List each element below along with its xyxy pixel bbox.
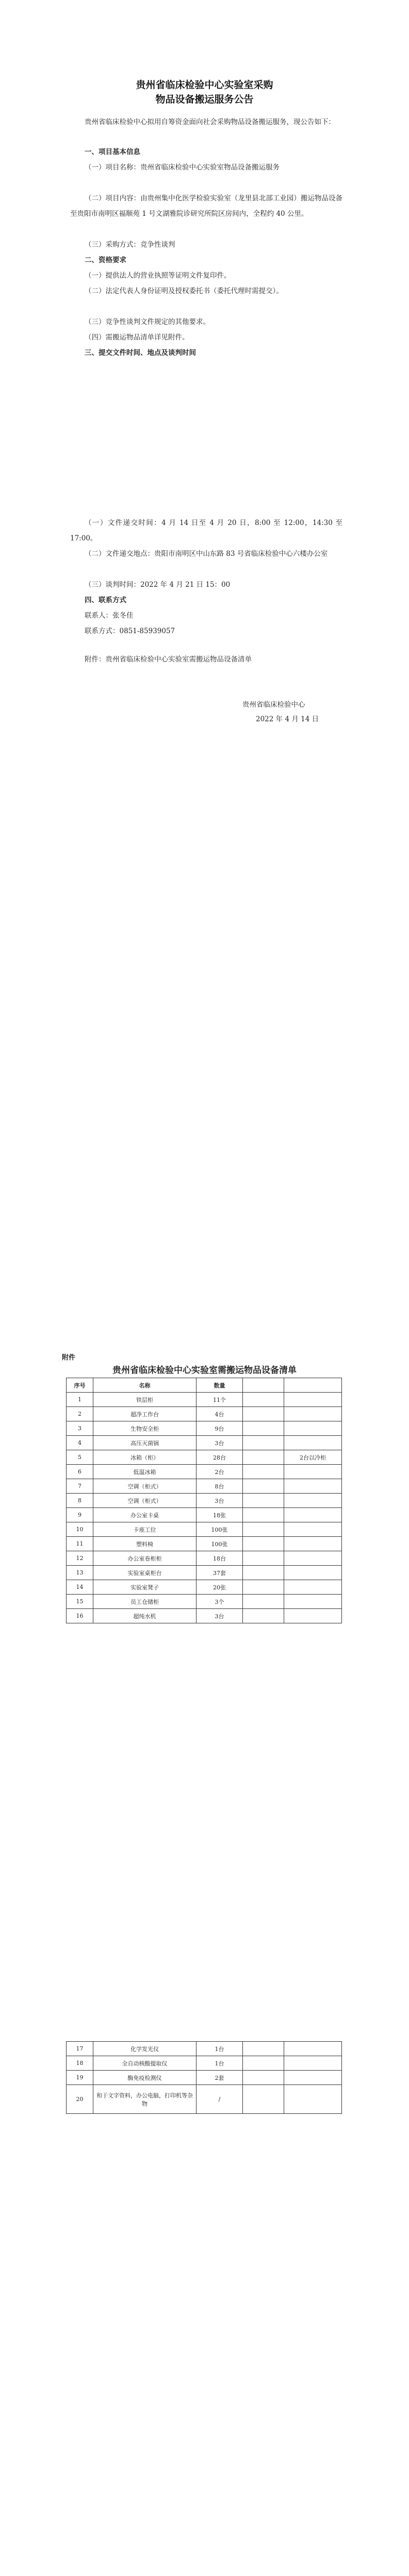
equipment-table-continued — [66, 2041, 342, 2114]
table-cell: 2 — [67, 1407, 93, 1421]
table-cell: 2台 — [197, 1465, 243, 1479]
item-project-content: （二）项目内容：由贵州集中化医学检验实验室（龙里县北部工业园）搬运物品设备至贵阳市南明区福顺苑 1 号文湖雅院诊研究所院区房间内，全程约 40 公里。 — [70, 194, 342, 218]
table-cell: 塑料椅 — [93, 1537, 197, 1551]
table-cell: 化学发光仪 — [93, 2042, 197, 2056]
table-row — [67, 1421, 342, 1436]
table-cell — [284, 2042, 342, 2056]
attachment-title: 贵州省临床检验中心实验室需搬运物品设备清单 — [112, 1365, 297, 1376]
table-cell: 17 — [67, 2042, 93, 2056]
table-cell: / — [197, 2085, 243, 2114]
table-cell: 高压灭菌锅 — [93, 1436, 197, 1450]
table-cell: 冰箱（柜） — [93, 1450, 197, 1465]
contact-phone: 联系方式：0851-85939057 — [85, 627, 175, 635]
table-cell: 办公室卷柜柜 — [93, 1551, 197, 1566]
table-row — [67, 1566, 342, 1580]
table-cell — [243, 1436, 284, 1450]
item-project-name: （一）项目名称：贵州省临床检验中心实验室物品设备搬运服务 — [85, 163, 280, 172]
table-cell — [243, 2042, 284, 2056]
table-cell — [284, 1566, 342, 1580]
table-cell: 实验室凳子 — [93, 1580, 197, 1595]
table-cell: 10 — [67, 1522, 93, 1537]
table-row — [67, 1522, 342, 1537]
table-cell — [243, 2085, 284, 2114]
table-cell: 3台 — [197, 1436, 243, 1450]
table-row — [67, 1580, 342, 1595]
table-cell — [284, 1522, 342, 1537]
intro-paragraph: 贵州省临床检验中心拟用自筹资金面向社会采购物品设备搬运服务，现公告如下： — [85, 118, 335, 126]
table-cell: 12 — [67, 1551, 93, 1566]
table-row — [67, 1494, 342, 1508]
table-cell: 1台 — [197, 2042, 243, 2056]
table-row — [67, 1551, 342, 1566]
table-cell — [284, 1551, 342, 1566]
section-heading-contact: 四、联系方式 — [85, 596, 126, 604]
table-cell: 超纯水机 — [93, 1609, 197, 1623]
table-cell: 20 — [67, 2085, 93, 2114]
table-cell: 空调（柜式） — [93, 1494, 197, 1508]
table-cell — [243, 1407, 284, 1421]
table-row — [67, 1595, 342, 1609]
table-cell — [243, 1580, 284, 1595]
table-cell — [243, 1494, 284, 1508]
table-cell — [284, 1609, 342, 1623]
section-heading-basic-info: 一、项目基本信息 — [85, 148, 140, 156]
table-cell: 18台 — [197, 1551, 243, 1566]
attachment-label: 附件 — [62, 1354, 76, 1362]
section-heading-qualification: 二、资格要求 — [85, 256, 126, 264]
section-heading-submission: 三、提交文件时间、地点及谈判时间 — [85, 349, 196, 357]
table-cell: 100张 — [197, 1537, 243, 1551]
table-cell: 16 — [67, 1609, 93, 1623]
table-row — [67, 1609, 342, 1623]
table-cell: 4台 — [197, 1407, 243, 1421]
table-cell: 20张 — [197, 1580, 243, 1595]
table-cell — [243, 1508, 284, 1522]
table-cell — [243, 1537, 284, 1551]
signature-organization: 贵州省临床检验中心 — [242, 701, 305, 709]
table-cell — [243, 1421, 284, 1436]
table-cell: 8台 — [197, 1479, 243, 1494]
table-cell — [243, 1609, 284, 1623]
header-cell: 序号 — [67, 1378, 93, 1393]
table-cell — [284, 1479, 342, 1494]
table-header-row — [67, 1378, 342, 1393]
table-cell — [284, 1508, 342, 1522]
requirement-4: （四）需搬运物品清单详见附件。 — [85, 333, 189, 342]
requirement-3: （三）竞争性谈判文件规定的其他要求。 — [85, 318, 210, 326]
table-cell: 实验室桌柜台 — [93, 1566, 197, 1580]
table-cell: 员工仓储柜 — [93, 1595, 197, 1609]
table-cell — [243, 1465, 284, 1479]
table-cell — [284, 1494, 342, 1508]
table-row — [67, 1436, 342, 1450]
table-cell: 37套 — [197, 1566, 243, 1580]
table-cell: 6 — [67, 1465, 93, 1479]
attachment-note: 附件：贵州省临床检验中心实验室需搬运物品设备清单 — [85, 655, 252, 664]
table-cell: 全自动核酸提取仪 — [93, 2056, 197, 2071]
table-cell: 办公室卡桌 — [93, 1508, 197, 1522]
table-row — [67, 1537, 342, 1551]
table-cell: 生物安全柜 — [93, 1421, 197, 1436]
table-cell: 8 — [67, 1494, 93, 1508]
table-cell: 低温冰箱 — [93, 1465, 197, 1479]
table-row — [67, 1407, 342, 1421]
table-cell: 11个 — [197, 1393, 243, 1407]
table-cell: 18张 — [197, 1508, 243, 1522]
table-cell — [243, 2056, 284, 2071]
table-cell — [243, 1595, 284, 1609]
table-row — [67, 2056, 342, 2071]
table-cell — [243, 1393, 284, 1407]
table-cell: 3 — [67, 1421, 93, 1436]
table-cell — [284, 1393, 342, 1407]
table-cell — [284, 2085, 342, 2114]
table-cell — [284, 1537, 342, 1551]
table-cell — [243, 2071, 284, 2085]
table-row — [67, 1508, 342, 1522]
requirement-2: （二）法定代表人身份证明及授权委托书（委托代理时需提交）。 — [85, 287, 283, 295]
table-cell: 9台 — [197, 1421, 243, 1436]
table-cell — [284, 1580, 342, 1595]
table-cell — [284, 1421, 342, 1436]
table-cell — [284, 1436, 342, 1450]
header-cell — [243, 1378, 284, 1393]
submission-time: （一）文件递交时间：4 月 14 日至 4 月 20 日，8:00 至 12:00，14:30 至 17:00。 — [70, 519, 342, 543]
table-cell: 超净工作台 — [93, 1407, 197, 1421]
table-cell: 1台 — [197, 2056, 243, 2071]
table-row — [67, 1450, 342, 1465]
header-cell — [284, 1378, 342, 1393]
table-cell — [243, 1450, 284, 1465]
header-cell: 数量 — [197, 1378, 243, 1393]
table-cell: 3台 — [197, 1609, 243, 1623]
notice-title-line-1: 贵州省临床检验中心实验室采购 — [136, 79, 273, 91]
table-cell — [243, 1479, 284, 1494]
notice-title-line-2: 物品设备搬运服务公告 — [155, 94, 254, 105]
table-cell: 14 — [67, 1580, 93, 1595]
table-cell: 7 — [67, 1479, 93, 1494]
table-cell: 15 — [67, 1595, 93, 1609]
table-row — [67, 2071, 342, 2085]
table-cell: 2台以冷柜 — [284, 1450, 342, 1465]
requirement-1: （一）提供法人的营业执照等证明文件复印件。 — [85, 272, 231, 280]
submission-place: （二）文件递交地点：贵阳市南明区中山东路 83 号省临床检验中心六楼办公室 — [85, 550, 328, 558]
table-cell — [284, 2071, 342, 2085]
table-cell — [243, 1566, 284, 1580]
table-cell: 9 — [67, 1508, 93, 1522]
table-cell: 铁层柜 — [93, 1393, 197, 1407]
table-row — [67, 1393, 342, 1407]
table-row — [67, 1479, 342, 1494]
negotiation-time: （三）谈判时间：2022 年 4 月 21 日 15：00 — [85, 581, 231, 589]
table-cell: 1 — [67, 1393, 93, 1407]
table-row — [67, 2085, 342, 2114]
table-cell: 2套 — [197, 2071, 243, 2085]
table-cell: 11 — [67, 1537, 93, 1551]
table-cell — [284, 1407, 342, 1421]
table-cell: 3个 — [197, 1595, 243, 1609]
table-cell: 和于文字资料，办公电脑，打印机等杂物 — [93, 2085, 197, 2114]
table-cell — [243, 1522, 284, 1537]
table-cell — [243, 1551, 284, 1566]
table-cell: 空调（柜式） — [93, 1479, 197, 1494]
table-cell: 4 — [67, 1436, 93, 1450]
table-cell: 100张 — [197, 1522, 243, 1537]
item-procurement-method: （三）采购方式：竞争性谈判 — [85, 241, 175, 249]
contact-person: 联系人：张冬佳 — [85, 612, 134, 620]
table-cell: 13 — [67, 1566, 93, 1580]
table-cell: 5 — [67, 1450, 93, 1465]
table-row — [67, 1465, 342, 1479]
table-cell — [284, 2056, 342, 2071]
table-cell: 酶免疫检测仪 — [93, 2071, 197, 2085]
table-cell — [284, 1465, 342, 1479]
table-cell: 28台 — [197, 1450, 243, 1465]
table-cell: 卡座工位 — [93, 1522, 197, 1537]
table-cell: 3台 — [197, 1494, 243, 1508]
table-row — [67, 2042, 342, 2056]
table-cell — [284, 1595, 342, 1609]
header-cell: 名称 — [93, 1378, 197, 1393]
table-cell: 18 — [67, 2056, 93, 2071]
signature-date: 2022 年 4 月 14 日 — [256, 715, 319, 723]
notice-page-1 — [0, 0, 409, 979]
equipment-table — [66, 1378, 342, 1623]
table-cell: 19 — [67, 2071, 93, 2085]
